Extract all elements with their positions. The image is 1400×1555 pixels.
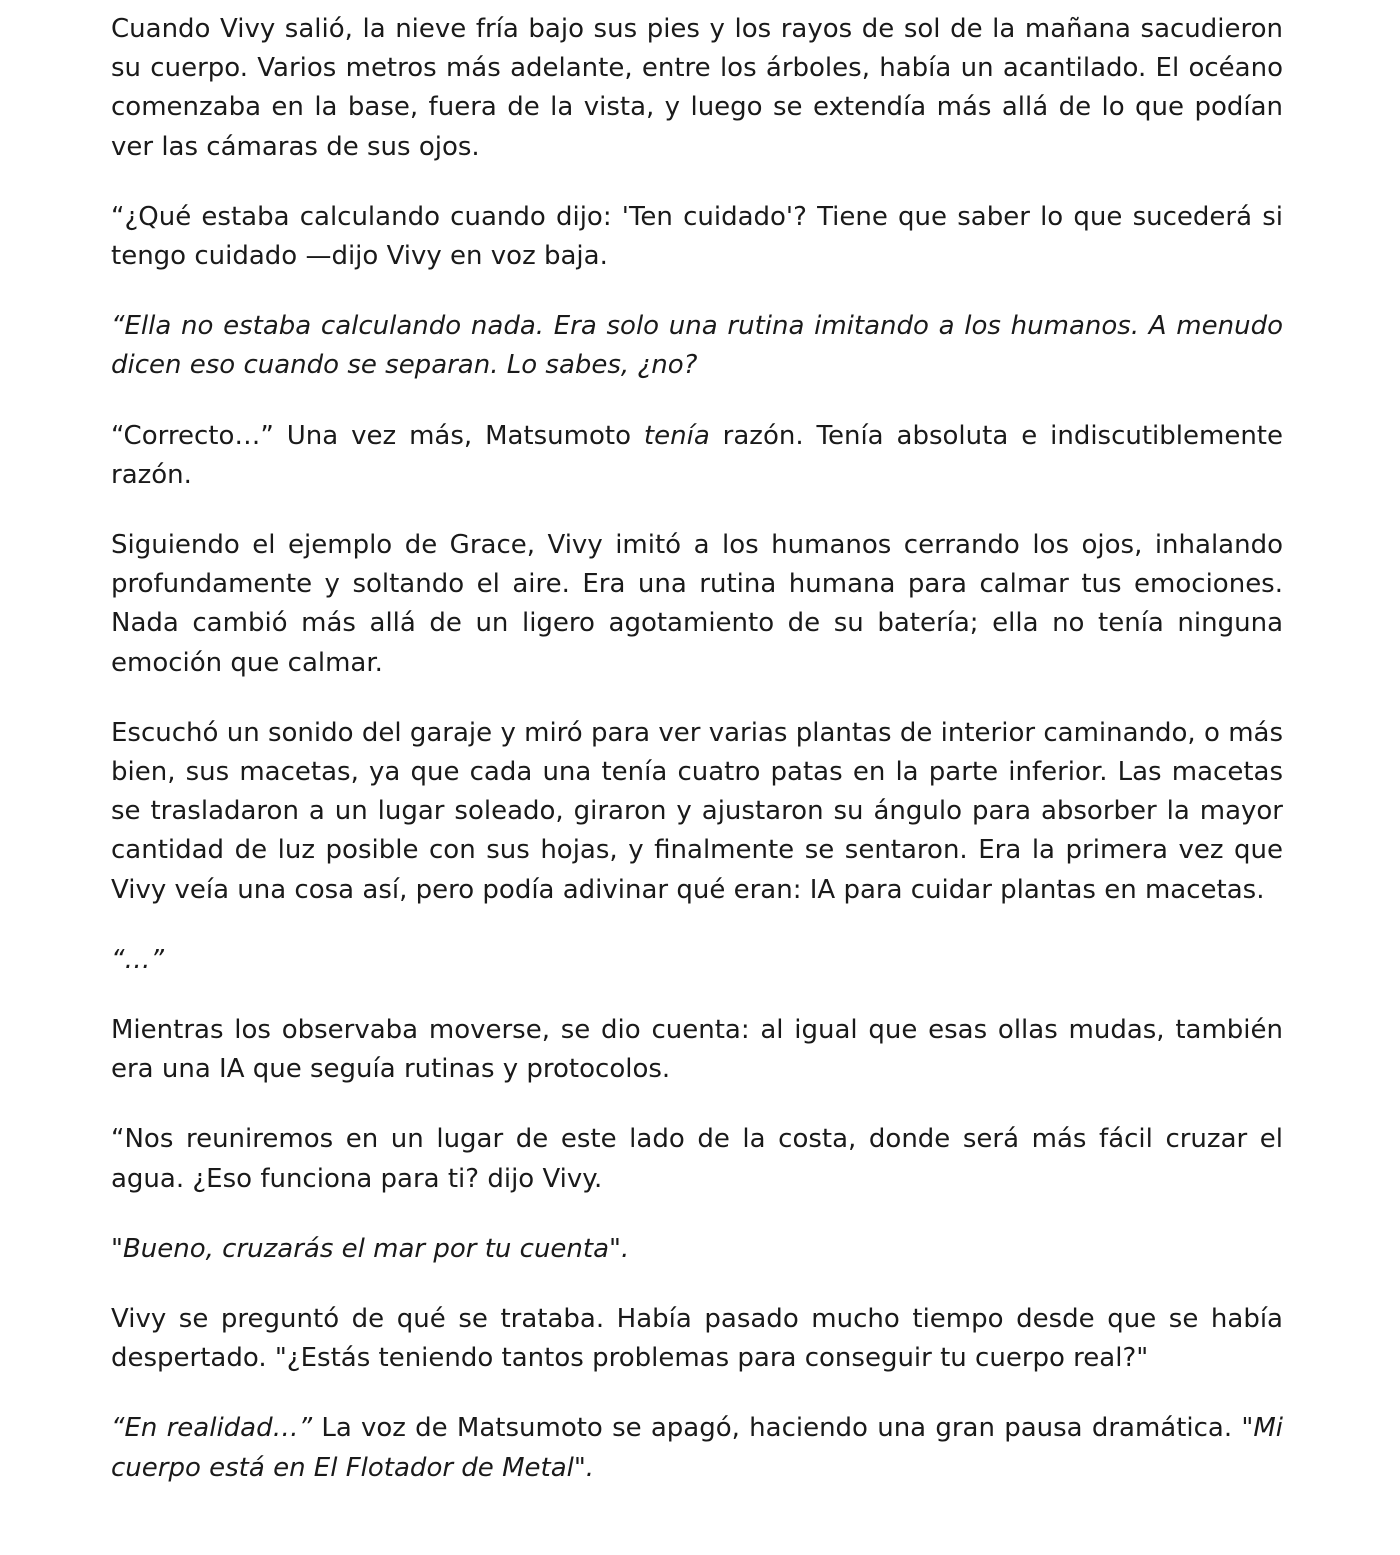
paragraph [111,1011,1283,1089]
paragraph [111,1300,1283,1378]
italic-text-run: “Ella no estaba calculando nada. Era solo una rutina imitando a los humanos. A menudo dicen eso cuando se separan. Lo sabes, ¿no? [111,311,1283,381]
document-page [111,10,1283,1519]
paragraph [111,714,1283,910]
text-run: Vivy se preguntó de qué se trataba. Había pasado mucho tiempo desde que se había despertado. "¿Estás teniendo tantos problemas para conseguir tu cuerpo real?" [111,1304,1283,1374]
paragraph [111,1120,1283,1198]
text-run: “¿Qué estaba calculando cuando dijo: 'Ten cuidado'? Tiene que saber lo que sucederá si tengo cuidado —dijo Vivy en voz baja. [111,201,1283,272]
paragraph [111,1409,1283,1487]
paragraph [111,10,1283,167]
text-run: “Nos reuniremos en un lugar de este lado de la costa, donde será más fácil cruzar el agua. ¿Eso funciona para ti? dijo Vivy. [111,1124,1283,1194]
paragraph [111,417,1283,495]
italic-text-run: "Bueno, cruzarás el mar por tu cuenta". [111,1233,630,1264]
italic-text-run: “…” [111,944,164,975]
italic-text-run: "Mi cuerpo está en El Flotador de Metal". [111,1413,1283,1483]
paragraph [111,526,1283,683]
italic-text-run: tenía [643,420,710,451]
text-run: Mientras los observaba moverse, se dio cuenta: al igual que esas ollas mudas, también era una IA que seguía rutinas y protocolos. [111,1015,1283,1085]
text-run: Escuchó un sonido del garaje y miró para ver varias plantas de interior caminando, o más bien, sus macetas, ya que cada una tenía cuatro patas en la parte inferior. Las macetas se trasladaron a un lugar soleado, giraron y ajustaron su ángulo para absorber la mayor cantidad de luz posible con sus hojas, y finalmente se sentaron. Era la primera vez que Vivy veía una cosa así, pero podía adivinar qué eran: IA para cuidar plantas en macetas. [111,717,1283,905]
text-run: Siguiendo el ejemplo de Grace, Vivy imitó a los humanos cerrando los ojos, inhalando profundamente y soltando el aire. Era una rutina humana para calmar tus emociones. Nada cambió más allá de un ligero agotamiento de su batería; ella no tenía ninguna emoción que calmar. [111,530,1283,678]
text-run: “Correcto…” Una vez más, Matsumoto [111,420,644,451]
paragraph [111,941,1283,980]
italic-text-run: “En realidad…” [111,1413,313,1444]
text-run: Cuando Vivy salió, la nieve fría bajo sus pies y los rayos de sol de la mañana sacudieron su cuerpo. Varios metros más adelante, entre los árboles, había un acantilado. El océano comenzaba en la base, fuera de la vista, y luego se extendía más allá de lo que podían ver las cámaras de sus ojos. [111,14,1283,162]
paragraph [111,198,1283,276]
text-run: razón. Tenía absoluta e indiscutiblemente razón. [111,420,1283,490]
paragraph [111,1230,1283,1269]
paragraph [111,307,1283,385]
text-run: La voz de Matsumoto se apagó, haciendo una gran pausa dramática. [312,1413,1242,1444]
